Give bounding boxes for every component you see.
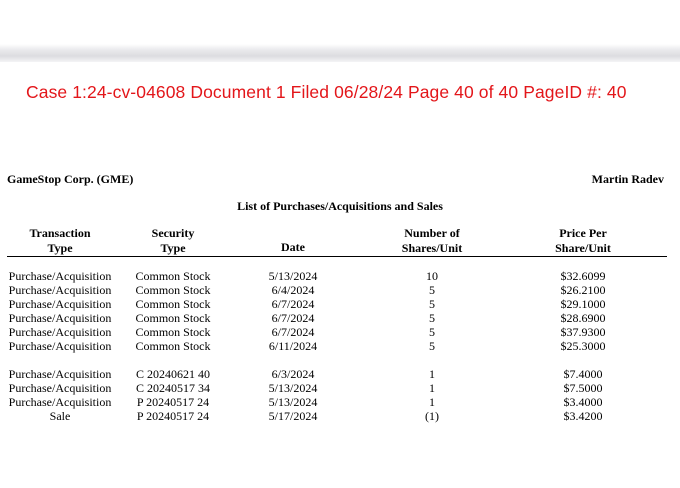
price-cell: $25.3000 [560, 339, 606, 353]
table-row [0, 311, 680, 325]
security-type-cell: Common Stock [135, 283, 211, 297]
price-cell: $3.4000 [563, 395, 603, 409]
header-rule [7, 256, 667, 257]
transaction-type-cell: Purchase/Acquisition [8, 367, 112, 381]
security-type-cell: C 20240621 40 [135, 367, 210, 381]
shares-cell: 5 [429, 283, 435, 297]
date-cell: 5/13/2024 [268, 269, 318, 283]
price-cell: $7.5000 [563, 381, 603, 395]
date-cell: 6/7/2024 [271, 325, 315, 339]
price-cell: $37.9300 [560, 325, 606, 339]
table-row [0, 367, 680, 381]
company-name: GameStop Corp. (GME) [7, 172, 134, 186]
shares-cell: 5 [429, 297, 435, 311]
transaction-type-cell: Purchase/Acquisition [8, 297, 112, 311]
shares-cell: 1 [429, 367, 435, 381]
security-type-cell: P 20240517 24 [136, 409, 210, 423]
table-row [0, 381, 680, 395]
table-row [0, 283, 680, 297]
table-row [0, 409, 680, 423]
security-type-cell: Common Stock [135, 325, 211, 339]
table-row [0, 325, 680, 339]
transaction-type-cell: Purchase/Acquisition [8, 339, 112, 353]
shares-cell: 1 [429, 395, 435, 409]
list-title: List of Purchases/Acquisitions and Sales [237, 199, 443, 213]
security-type-cell: Common Stock [135, 339, 211, 353]
date-cell: 6/7/2024 [271, 297, 315, 311]
date-cell: 5/17/2024 [268, 409, 318, 423]
shares-cell: 1 [429, 381, 435, 395]
shares-cell: 5 [429, 325, 435, 339]
security-type-cell: Common Stock [135, 311, 211, 325]
shares-cell: 5 [429, 339, 435, 353]
column-header-number-of-shares: Number of Shares/Unit [401, 226, 463, 255]
transaction-type-cell: Purchase/Acquisition [8, 325, 112, 339]
security-type-cell: C 20240517 34 [135, 381, 210, 395]
transaction-type-cell: Purchase/Acquisition [8, 381, 112, 395]
column-header-transaction-type: Transaction Type [29, 226, 91, 255]
viewer-top-bar [0, 0, 680, 62]
date-cell: 6/7/2024 [271, 311, 315, 325]
table-row [0, 395, 680, 409]
table-row [0, 269, 680, 283]
shares-cell: 10 [426, 269, 438, 283]
column-header-security-type: Security Type [151, 226, 195, 255]
plaintiff-name: Martin Radev [591, 172, 664, 186]
date-cell: 5/13/2024 [268, 381, 318, 395]
transaction-type-cell: Purchase/Acquisition [8, 395, 112, 409]
price-cell: $7.4000 [563, 367, 603, 381]
table-row [0, 339, 680, 353]
transaction-type-cell: Purchase/Acquisition [8, 269, 112, 283]
price-cell: $29.1000 [560, 297, 606, 311]
date-cell: 6/4/2024 [271, 283, 315, 297]
price-cell: $28.6900 [560, 311, 606, 325]
security-type-cell: Common Stock [135, 269, 211, 283]
price-cell: $26.2100 [560, 283, 606, 297]
transaction-type-cell: Purchase/Acquisition [8, 311, 112, 325]
date-cell: 6/11/2024 [268, 339, 318, 353]
transaction-type-cell: Sale [49, 409, 71, 423]
shares-cell: 5 [429, 311, 435, 325]
security-type-cell: Common Stock [135, 297, 211, 311]
column-header-price-per-share: Price Per Share/Unit [555, 226, 611, 255]
table-row [0, 297, 680, 311]
transaction-type-cell: Purchase/Acquisition [8, 283, 112, 297]
security-type-cell: P 20240517 24 [136, 395, 210, 409]
price-cell: $3.4200 [563, 409, 603, 423]
column-header-date: Date [281, 240, 305, 254]
date-cell: 6/3/2024 [271, 367, 315, 381]
shares-cell: (1) [425, 409, 439, 423]
price-cell: $32.6099 [560, 269, 606, 283]
court-filing-header: Case 1:24-cv-04608 Document 1 Filed 06/28/24 Page 40 of 40 PageID #: 40 [26, 82, 627, 102]
date-cell: 5/13/2024 [268, 395, 318, 409]
